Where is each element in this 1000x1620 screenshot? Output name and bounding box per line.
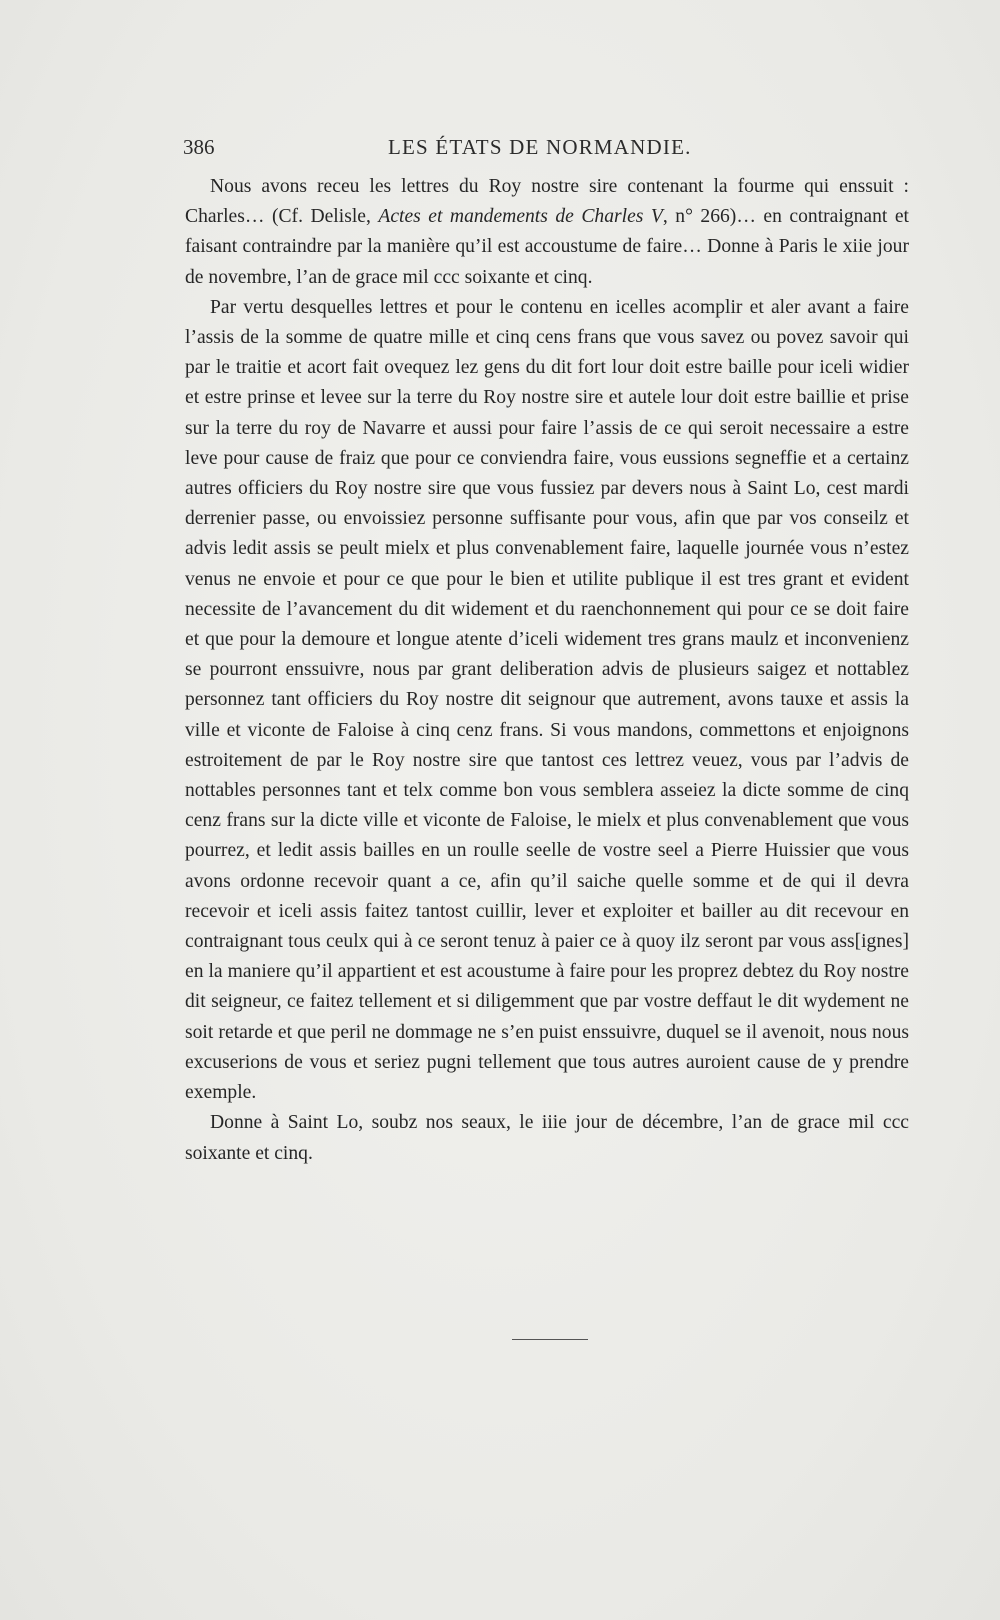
- body-text: [185, 172, 909, 1169]
- page-header: [183, 130, 738, 164]
- paragraph-1-text-start: Nous avons receu les lettres du Roy nostre sire contenant la fourme qui enssuit : Charles… (Cf. Delisle,: [185, 176, 909, 228]
- page-number: 386: [183, 135, 215, 159]
- section-divider: [512, 1339, 588, 1340]
- cited-work-title: Actes et mandements de Charles V: [378, 206, 663, 228]
- paragraph-2: Par vertu desquelles lettres et pour le contenu en icelles acomplir et aler avant a faire l’assis de la somme de quatre mille et cinq cens frans que vous savez ou povez savoir qui par le traitie et acort fait ovequez lez gens du dit fort lour doit estre baille pour iceli widier et estre prinse et levee sur la terre du Roy nostre sire et autele lour doit estre baillie et prise sur la terre du roy de Navarre et aussi pour faire l’assis de ce qui seroit necessaire a estre leve pour cause de fraiz que pour ce conviendra faire, vous eussions segneffie et a certainz autres officiers du Roy nostre sire que vous fussiez par devers nous à Saint Lo, cest mardi derrenier passe, ou envoissiez personne suffisante pour vous, afin que par vos conseilz et advis ledit assis se peult mielx et plus convenablement faire, laquelle journée vous n’estez venus ne envoie et pour ce que pour le bien et utilite publique il est tres grant et evident necessite de l’avancement du dit widement et du raenchonnement qui pour ce se doit faire et que pour la demoure et longue atente d’iceli widement tres grans maulz et inconvenienz se pourront enssuivre, nous par grant deliberation advis de plusieurs saigez et nottablez personnez tant officiers du Roy nostre dit seignour que autrement, avons tauxe et assis la ville et viconte de Faloise à cinq cenz frans. Si vous mandons, commettons et enjoignons estroitement de par le Roy nostre sire que tantost ces lettrez veuez, vous par l’advis de nottables personnes tant et telx comme bon vous semblera asseiez la dicte somme de cinq cenz frans sur la dicte ville et viconte de Faloise, le mielx et plus convenablement que vous pourrez, et ledit assis bailles en un roulle seelle de vostre seel a Pierre Huissier que vous avons ordonne recevoir quant a ce, afin qu’il saiche quelle somme et de qui il devra recevoir et iceli assis faitez tantost cuillir, lever et exploiter et bailler au dit recevour en contraignant tous ceulx qui à ce seront tenuz à paier ce à quoy ilz seront par vous ass[ignes] en la maniere qu’il appartient et est acoustume à faire pour les proprez debtez du Roy nostre dit seigneur, ce faitez tellement et si diligemment que par vostre deffaut le dit wydement ne soit retarde et que peril ne dommage ne s’en puist enssuivre, duquel se il avenoit, nous nous excuserions de vous et seriez pugni tellement que tous autres auroient cause de y prendre exemple.: [185, 296, 909, 1104]
- running-title: LES ÉTATS DE NORMANDIE.: [388, 135, 692, 159]
- paragraph-1: [185, 172, 909, 293]
- paragraph-3: Donne à Saint Lo, soubz nos seaux, le iiie jour de décembre, l’an de grace mil ccc soixante et cinq.: [185, 1112, 909, 1164]
- paragraph-1-text-end: , n° 266)… en contraignant et faisant contraindre par la manière qu’il est accoustume de faire… Donne à Paris le xiie jour de novembre, l’an de grace mil ccc soixante et cinq.: [185, 206, 909, 288]
